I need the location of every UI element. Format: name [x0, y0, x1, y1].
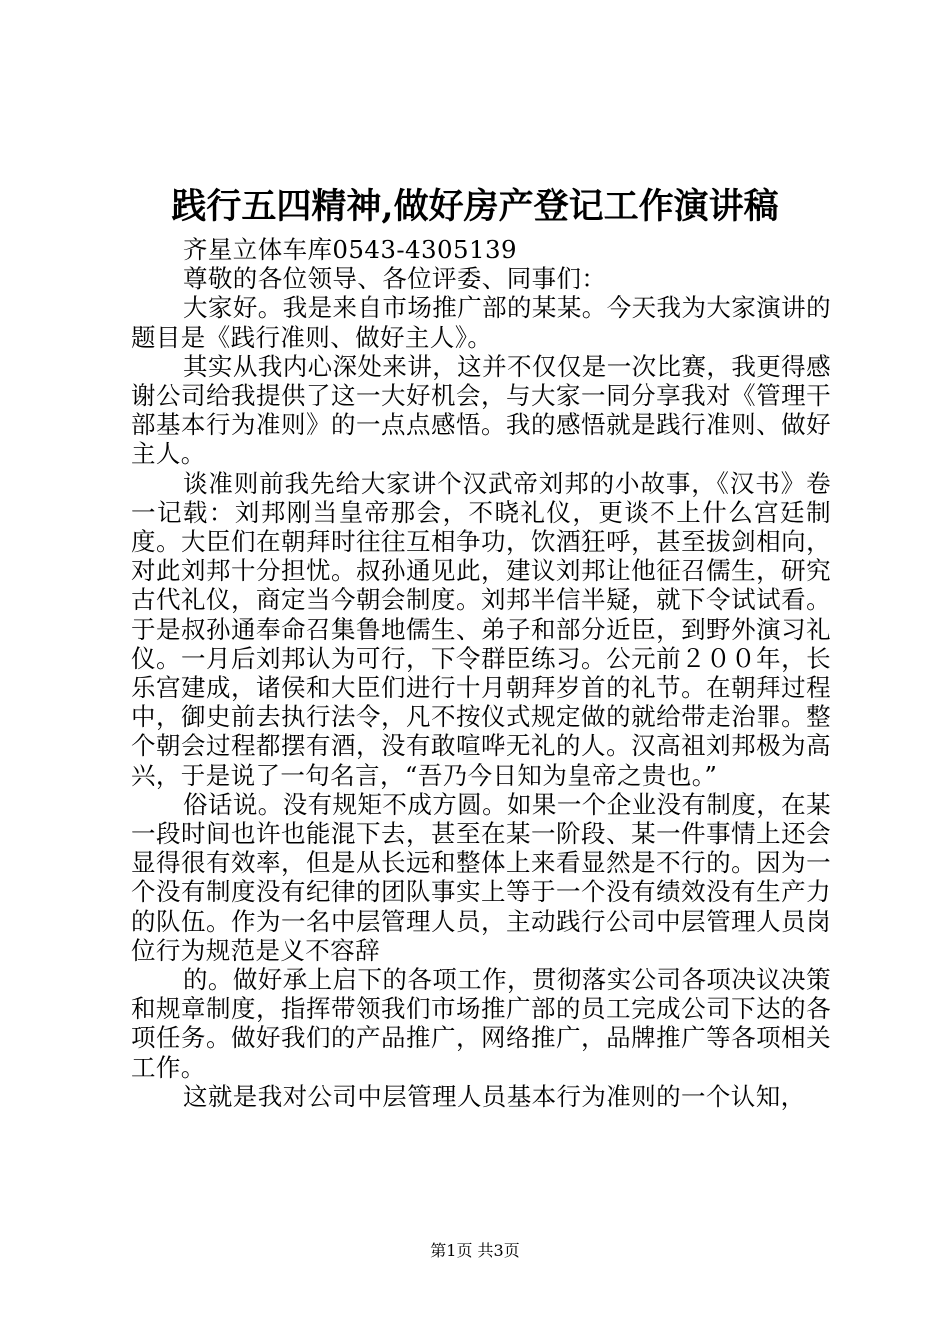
- paragraph: 俗话说。没有规矩不成方圆。如果一个企业没有制度，在某一段时间也许也能混下去，甚至在某一阶段、某一件事情上还会显得很有效率，但是从长远和整体上来看显然是不行的。因为一个没有制度没有纪律的团队事实上等于一个没有绩效没有生产力的队伍。作为一名中层管理人员，主动践行公司中层管理人员岗位行为规范是义不容辞: [131, 789, 831, 965]
- paragraph: 这就是我对公司中层管理人员基本行为准则的一个认知，: [183, 1081, 806, 1111]
- contact-line: 齐星立体车库0543-4305139: [183, 235, 517, 264]
- document-title: 践行五四精神,做好房产登记工作演讲稿: [171, 186, 779, 227]
- paragraph: 大家好。我是来自市场推广部的某某。今天我为大家演讲的题目是《践行准则、做好主人》。: [131, 293, 831, 352]
- page-footer: 第1页 共3页: [430, 1241, 520, 1260]
- document-body: [131, 235, 831, 1111]
- paragraph: 其实从我内心深处来讲，这并不仅仅是一次比赛，我更得感谢公司给我提供了这一大好机会，与大家一同分享我对《管理干部基本行为准则》的一点点感悟。我的感悟就是践行准则、做好主人。: [131, 351, 831, 469]
- paragraph: 谈准则前我先给大家讲个汉武帝刘邦的小故事，《汉书》卷一记载：刘邦刚当皇帝那会，不晓礼仪，更谈不上什么宫廷制度。大臣们在朝拜时往往互相争功，饮酒狂呼，甚至拔剑相向，对此刘邦十分担忧。叔孙通见此，建议刘邦让他征召儒生，研究古代礼仪，商定当今朝会制度。刘邦半信半疑，就下令试试看。于是叔孙通奉命召集鲁地儒生、弟子和部分近臣，到野外演习礼仪。一月后刘邦认为可行，下令群臣练习。公元前２００年，长乐宫建成，诸侯和大臣们进行十月朝拜岁首的礼节。在朝拜过程中，御史前去执行法令，凡不按仪式规定做的就给带走治罪。整个朝会过程都摆有酒，没有敢喧哗无礼的人。汉高祖刘邦极为高兴，于是说了一句名言，“吾乃今日知为皇帝之贵也。”: [131, 468, 831, 790]
- paragraph: 的。做好承上启下的各项工作，贯彻落实公司各项决议决策和规章制度，指挥带领我们市场推广部的员工完成公司下达的各项任务。做好我们的产品推广，网络推广，品牌推广等各项相关工作。: [131, 965, 831, 1082]
- salutation: 尊敬的各位领导、各位评委、同事们：: [183, 264, 607, 294]
